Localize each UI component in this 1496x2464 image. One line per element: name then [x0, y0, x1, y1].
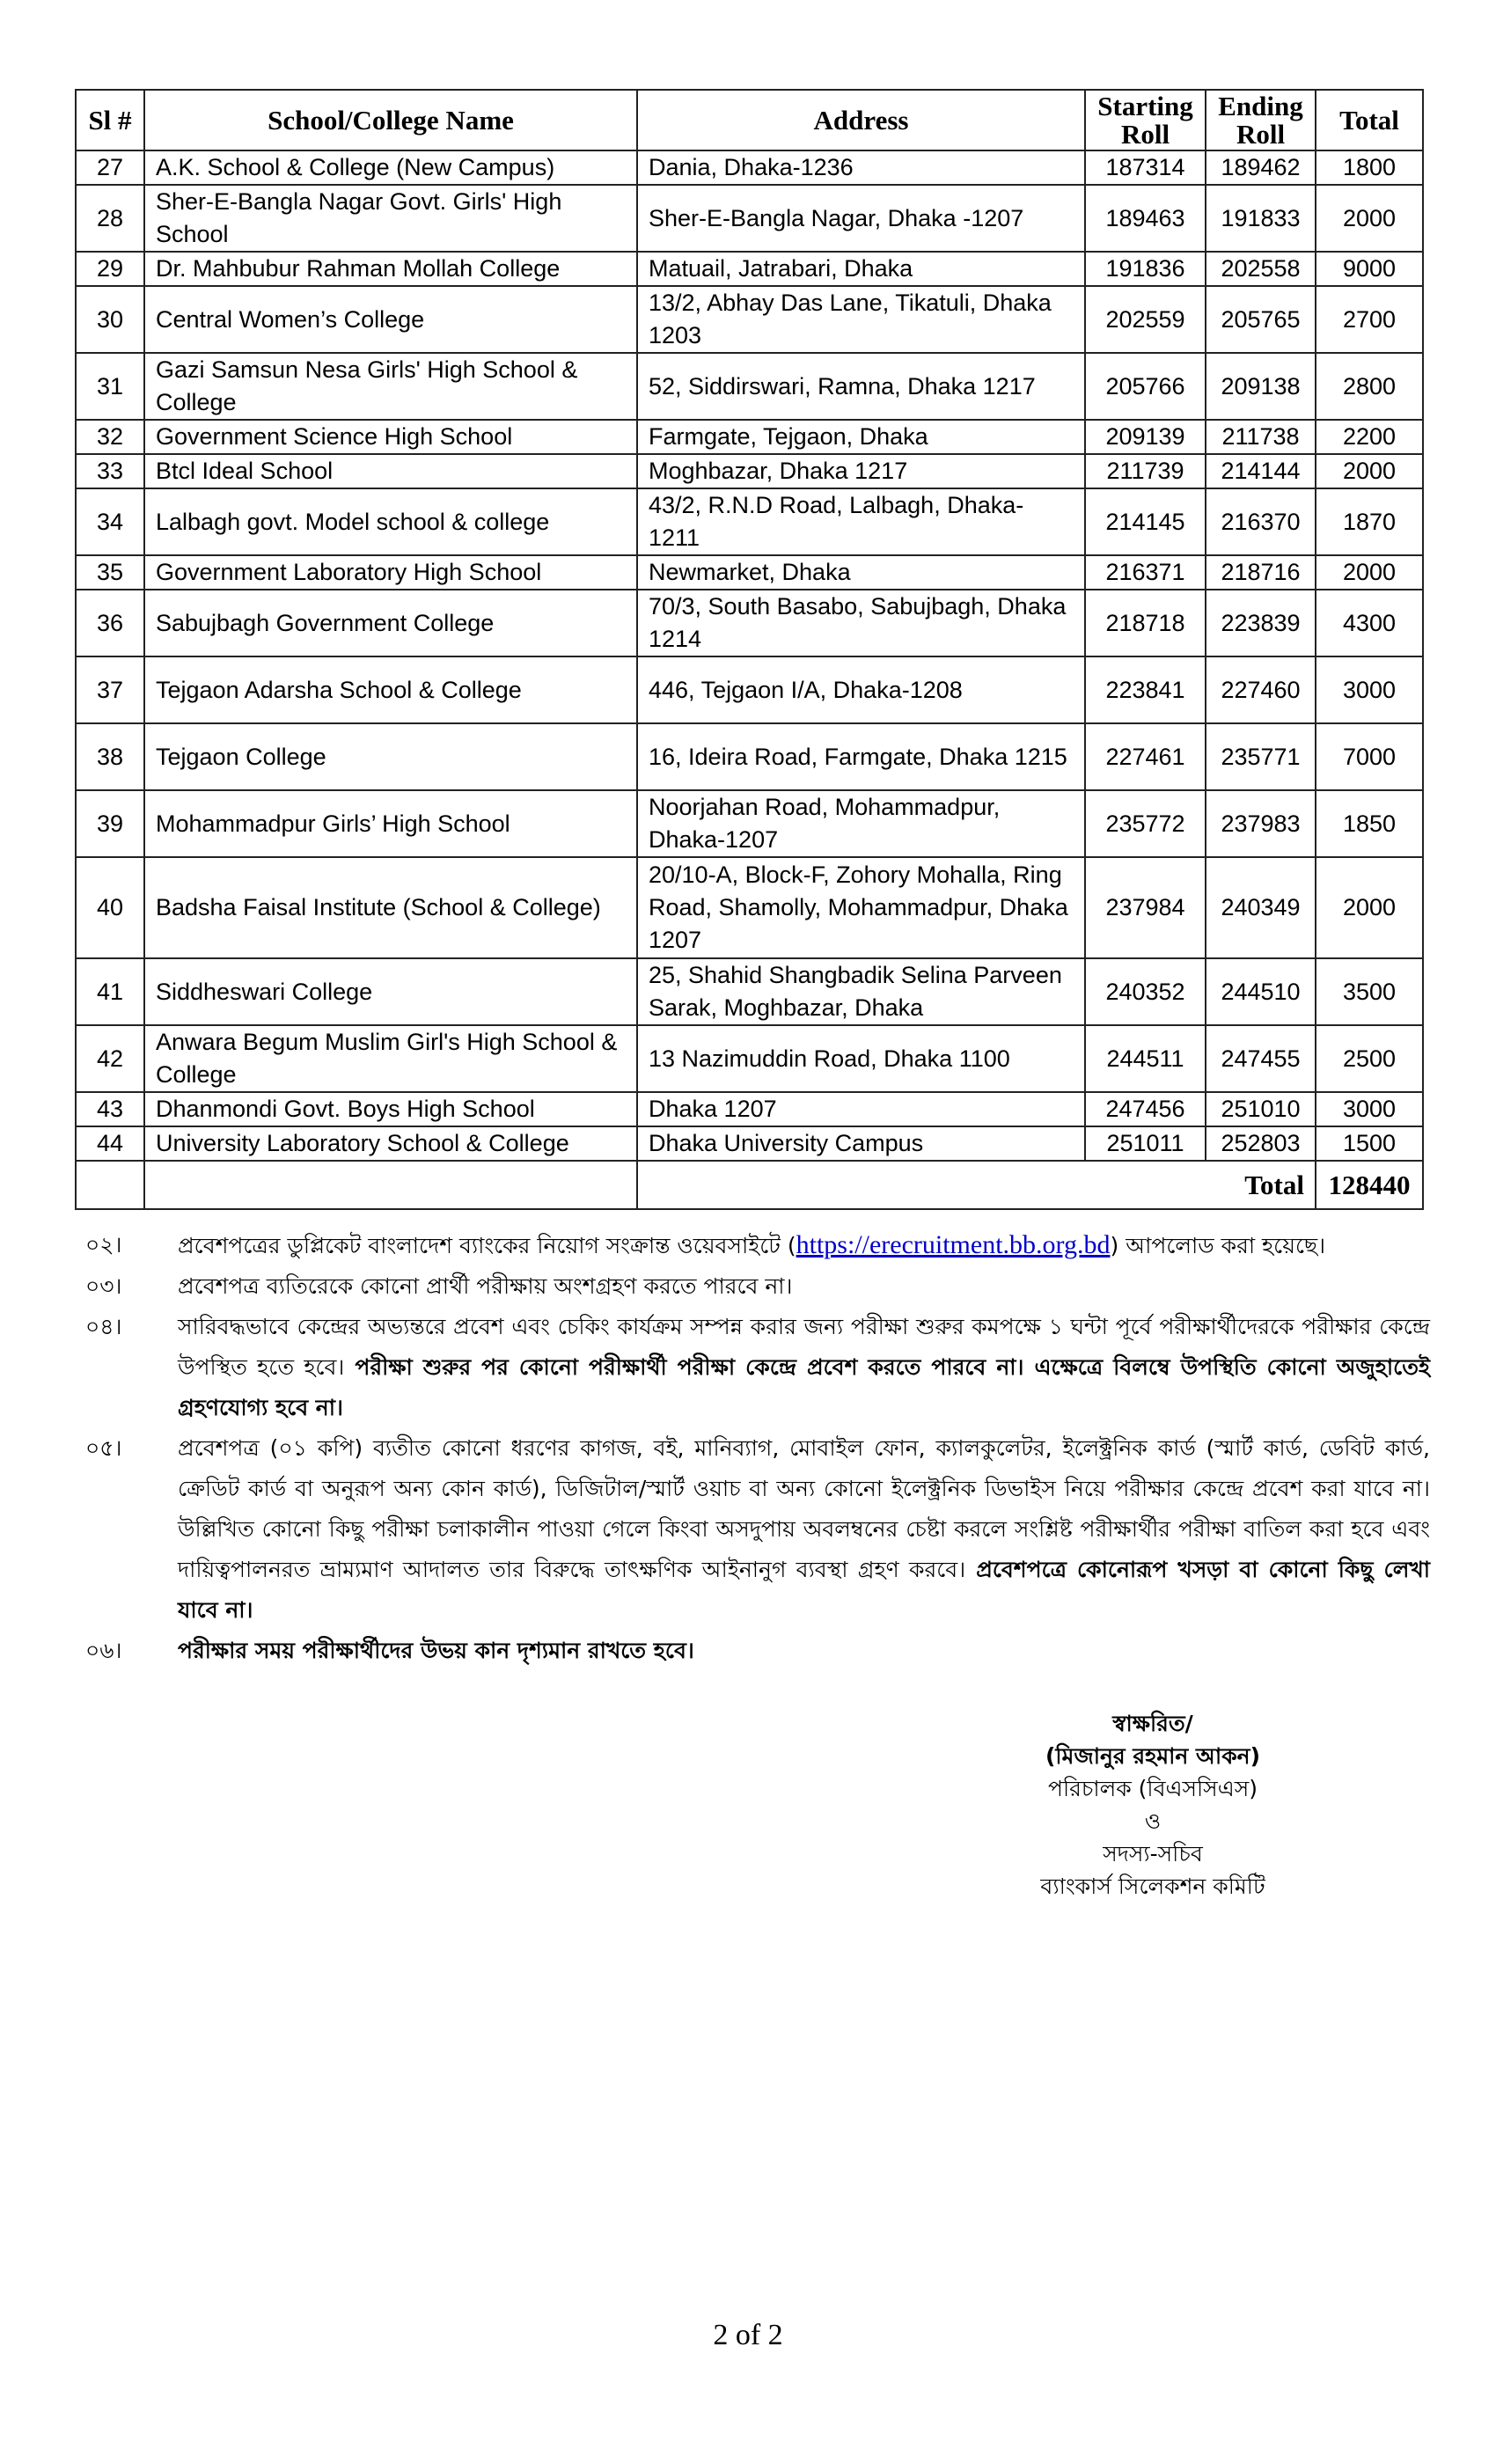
serial-number: 44 [76, 1126, 144, 1161]
serial-number: 31 [76, 353, 144, 420]
total-empty-cell [144, 1161, 637, 1209]
ending-roll: 211738 [1206, 420, 1316, 454]
signature-block [950, 1707, 1355, 1903]
ending-roll: 209138 [1206, 353, 1316, 420]
ending-roll: 214144 [1206, 454, 1316, 488]
page-number: 2 of 2 [713, 2319, 783, 2351]
note-bold-text: পরীক্ষার সময় পরীক্ষার্থীদের উভয় কান দৃশ্যমান রাখতে হবে। [178, 1638, 694, 1663]
candidate-total: 2800 [1316, 353, 1423, 420]
table-row [76, 656, 1423, 723]
school-address: Matuail, Jatrabari, Dhaka [637, 252, 1085, 286]
school-name: Badsha Faisal Institute (School & College) [144, 857, 637, 958]
ending-roll: 251010 [1206, 1092, 1316, 1126]
note-number: ০৪। [85, 1314, 122, 1339]
table-row [76, 958, 1423, 1025]
starting-roll: 202559 [1085, 286, 1206, 353]
candidate-total: 2000 [1316, 555, 1423, 590]
note-02 [84, 1225, 1430, 1266]
school-address: 25, Shahid Shangbadik Selina Parveen Sarak, Moghbazar, Dhaka [637, 958, 1085, 1025]
recruitment-website-link[interactable]: https://erecruitment.bb.org.bd [796, 1230, 1111, 1259]
serial-number: 34 [76, 488, 144, 555]
ending-roll: 247455 [1206, 1025, 1316, 1092]
starting-roll: 247456 [1085, 1092, 1206, 1126]
table-row [76, 1126, 1423, 1161]
ending-roll: 218716 [1206, 555, 1316, 590]
school-name: Government Science High School [144, 420, 637, 454]
conjunction: ও [1144, 1808, 1162, 1834]
header-name: School/College Name [144, 90, 637, 150]
school-address: 70/3, South Basabo, Sabujbagh, Dhaka 1214 [637, 590, 1085, 656]
serial-number: 29 [76, 252, 144, 286]
candidate-total: 2200 [1316, 420, 1423, 454]
candidate-total: 3500 [1316, 958, 1423, 1025]
school-name: Siddheswari College [144, 958, 637, 1025]
note-text: ) আপলোড করা হয়েছে। [1110, 1233, 1326, 1258]
serial-number: 40 [76, 857, 144, 958]
serial-number: 32 [76, 420, 144, 454]
candidate-total: 1500 [1316, 1126, 1423, 1161]
school-name: Government Laboratory High School [144, 555, 637, 590]
serial-number: 38 [76, 723, 144, 790]
starting-roll: 191836 [1085, 252, 1206, 286]
table-row [76, 1025, 1423, 1092]
serial-number: 42 [76, 1025, 144, 1092]
note-03 [84, 1266, 1430, 1307]
table-row [76, 723, 1423, 790]
candidate-total: 1850 [1316, 790, 1423, 857]
school-name: Btcl Ideal School [144, 454, 637, 488]
note-text: প্রবেশপত্র (০১ কপি) ব্যতীত কোনো ধরণের কাগজ, বই, মানিব্যাগ, মোবাইল ফোন, ক্যালকুলেটর, ইলেক্ট্রনিক কার্ড (স্মার্ট কার্ড, ডেবিট কার্ড, ক্রেডিট কার্ড বা অনুরূপ অন্য কোন কার্ড), ডিজিটাল/স্মার্ট ওয়াচ বা অন্য কোনো ইলেক্ট্রনিক ডিভাইস নিয়ে পরীক্ষার কেন্দ্রে প্রবেশ করা যাবে না। উল্লিখিত কোনো কিছু পরীক্ষা চলাকালীন পাওয়া গেলে কিংবা অসদুপায় অবলম্বনের চেষ্টা করলে সংশ্লিষ্ট পরীক্ষার্থীর পরীক্ষা বাতিল করা হবে এবং দায়িত্বপালনরত ভ্রাম্যমাণ আদালত তার বিরুদ্ধে তাৎক্ষণিক আইনানুগ ব্যবস্থা গ্রহণ করবে। [178, 1435, 1430, 1582]
school-address: 13/2, Abhay Das Lane, Tikatuli, Dhaka 1203 [637, 286, 1085, 353]
ending-roll: 240349 [1206, 857, 1316, 958]
serial-number: 41 [76, 958, 144, 1025]
note-bold-text: পরীক্ষা শুরুর পর কোনো পরীক্ষার্থী পরীক্ষা কেন্দ্রে প্রবেশ করতে পারবে না। এক্ষেত্রে বিলম্বে উপস্থিতি কোনো অজুহাতেই গ্রহণযোগ্য হবে না। [178, 1354, 1430, 1420]
note-number: ০৩। [85, 1273, 122, 1299]
instructions-list [84, 1225, 1430, 1671]
school-address: 20/10-A, Block-F, Zohory Mohalla, Ring Road, Shamolly, Mohammadpur, Dhaka 1207 [637, 857, 1085, 958]
table-row [76, 790, 1423, 857]
starting-roll: 223841 [1085, 656, 1206, 723]
ending-roll: 205765 [1206, 286, 1316, 353]
table-total-row [76, 1161, 1423, 1209]
signed-label: স্বাক্ষরিত/ [1112, 1711, 1193, 1736]
serial-number: 27 [76, 150, 144, 185]
school-address: 446, Tejgaon I/A, Dhaka-1208 [637, 656, 1085, 723]
signatory-role: সদস্য-সচিব [1103, 1841, 1203, 1866]
school-address: Noorjahan Road, Mohammadpur, Dhaka-1207 [637, 790, 1085, 857]
header-sl: Sl # [76, 90, 144, 150]
table-row [76, 590, 1423, 656]
ending-roll: 216370 [1206, 488, 1316, 555]
serial-number: 35 [76, 555, 144, 590]
candidate-total: 2000 [1316, 454, 1423, 488]
ending-roll: 252803 [1206, 1126, 1316, 1161]
starting-roll: 244511 [1085, 1025, 1206, 1092]
school-address: 13 Nazimuddin Road, Dhaka 1100 [637, 1025, 1085, 1092]
school-address: Dhaka 1207 [637, 1092, 1085, 1126]
candidate-total: 1800 [1316, 150, 1423, 185]
starting-roll: 218718 [1085, 590, 1206, 656]
school-name: Sabujbagh Government College [144, 590, 637, 656]
note-text: প্রবেশপত্রের ডুপ্লিকেট বাংলাদেশ ব্যাংকের নিয়োগ সংক্রান্ত ওয়েবসাইটে ( [178, 1233, 796, 1258]
table-row [76, 1092, 1423, 1126]
ending-roll: 202558 [1206, 252, 1316, 286]
candidate-total: 7000 [1316, 723, 1423, 790]
school-address: Farmgate, Tejgaon, Dhaka [637, 420, 1085, 454]
note-number: ০২। [85, 1232, 122, 1258]
candidate-total: 2700 [1316, 286, 1423, 353]
grand-total: 128440 [1316, 1161, 1423, 1209]
school-address: Newmarket, Dhaka [637, 555, 1085, 590]
starting-roll: 214145 [1085, 488, 1206, 555]
school-name: Tejgaon Adarsha School & College [144, 656, 637, 723]
table-row [76, 857, 1423, 958]
serial-number: 36 [76, 590, 144, 656]
roll-allocation-table [75, 89, 1424, 1210]
starting-roll: 209139 [1085, 420, 1206, 454]
total-label: Total [637, 1161, 1316, 1209]
note-text: প্রবেশপত্র ব্যতিরেকে কোনো প্রার্থী পরীক্ষায় অংশগ্রহণ করতে পারবে না। [178, 1273, 793, 1299]
school-address: Dhaka University Campus [637, 1126, 1085, 1161]
starting-roll: 240352 [1085, 958, 1206, 1025]
school-name: University Laboratory School & College [144, 1126, 637, 1161]
starting-roll: 211739 [1085, 454, 1206, 488]
starting-roll: 216371 [1085, 555, 1206, 590]
table-row [76, 555, 1423, 590]
signatory-designation: পরিচালক (বিএসসিএস) [1048, 1776, 1258, 1801]
serial-number: 43 [76, 1092, 144, 1126]
ending-roll: 223839 [1206, 590, 1316, 656]
serial-number: 30 [76, 286, 144, 353]
school-name: A.K. School & College (New Campus) [144, 150, 637, 185]
header-starting-roll: Starting Roll [1085, 90, 1206, 150]
candidate-total: 2000 [1316, 857, 1423, 958]
starting-roll: 235772 [1085, 790, 1206, 857]
starting-roll: 251011 [1085, 1126, 1206, 1161]
header-total: Total [1316, 90, 1423, 150]
candidate-total: 1870 [1316, 488, 1423, 555]
starting-roll: 189463 [1085, 185, 1206, 252]
table-row [76, 454, 1423, 488]
note-04 [84, 1307, 1430, 1428]
school-name: Dr. Mahbubur Rahman Mollah College [144, 252, 637, 286]
candidate-total: 2500 [1316, 1025, 1423, 1092]
school-name: Sher-E-Bangla Nagar Govt. Girls' High School [144, 185, 637, 252]
school-name: Central Women’s College [144, 286, 637, 353]
school-address: Moghbazar, Dhaka 1217 [637, 454, 1085, 488]
ending-roll: 235771 [1206, 723, 1316, 790]
ending-roll: 227460 [1206, 656, 1316, 723]
ending-roll: 191833 [1206, 185, 1316, 252]
school-address: 16, Ideira Road, Farmgate, Dhaka 1215 [637, 723, 1085, 790]
serial-number: 39 [76, 790, 144, 857]
starting-roll: 205766 [1085, 353, 1206, 420]
school-address: 52, Siddirswari, Ramna, Dhaka 1217 [637, 353, 1085, 420]
committee-name: ব্যাংকার্স সিলেকশন কমিটি [1040, 1874, 1265, 1899]
school-name: Gazi Samsun Nesa Girls' High School & College [144, 353, 637, 420]
school-address: Sher-E-Bangla Nagar, Dhaka -1207 [637, 185, 1085, 252]
table-row [76, 286, 1423, 353]
table-row [76, 252, 1423, 286]
ending-roll: 237983 [1206, 790, 1316, 857]
school-name: Mohammadpur Girls’ High School [144, 790, 637, 857]
table-row [76, 185, 1423, 252]
note-number: ০৫। [85, 1435, 122, 1461]
table-row [76, 353, 1423, 420]
header-address: Address [637, 90, 1085, 150]
school-name: Dhanmondi Govt. Boys High School [144, 1092, 637, 1126]
table-header-row [76, 90, 1423, 150]
school-name: Anwara Begum Muslim Girl's High School & College [144, 1025, 637, 1092]
total-empty-cell [76, 1161, 144, 1209]
candidate-total: 3000 [1316, 1092, 1423, 1126]
starting-roll: 227461 [1085, 723, 1206, 790]
candidate-total: 3000 [1316, 656, 1423, 723]
ending-roll: 244510 [1206, 958, 1316, 1025]
note-05 [84, 1428, 1430, 1631]
serial-number: 28 [76, 185, 144, 252]
serial-number: 33 [76, 454, 144, 488]
school-address: Dania, Dhaka-1236 [637, 150, 1085, 185]
school-name: Lalbagh govt. Model school & college [144, 488, 637, 555]
candidate-total: 4300 [1316, 590, 1423, 656]
school-name: Tejgaon College [144, 723, 637, 790]
school-address: 43/2, R.N.D Road, Lalbagh, Dhaka-1211 [637, 488, 1085, 555]
table-row [76, 420, 1423, 454]
signatory-name: (মিজানুর রহমান আকন) [1045, 1743, 1261, 1769]
note-number: ০৬। [85, 1638, 122, 1663]
starting-roll: 237984 [1085, 857, 1206, 958]
candidate-total: 9000 [1316, 252, 1423, 286]
note-bold-text: প্রবেশপত্রে কোনোরূপ খসড়া বা কোনো কিছু লেখা যাবে না। [178, 1557, 1430, 1623]
ending-roll: 189462 [1206, 150, 1316, 185]
note-text: সারিবদ্ধভাবে কেন্দ্রের অভ্যন্তরে প্রবেশ এবং চেকিং কার্যক্রম সম্পন্ন করার জন্য পরীক্ষা শুরুর কমপক্ষে ১ ঘন্টা পূর্বে পরীক্ষার্থীদেরকে পরীক্ষার কেন্দ্রে উপস্থিত হতে হবে। [178, 1314, 1430, 1380]
serial-number: 37 [76, 656, 144, 723]
table-row [76, 150, 1423, 185]
candidate-total: 2000 [1316, 185, 1423, 252]
header-ending-roll: Ending Roll [1206, 90, 1316, 150]
note-06 [84, 1631, 1430, 1671]
table-row [76, 488, 1423, 555]
starting-roll: 187314 [1085, 150, 1206, 185]
